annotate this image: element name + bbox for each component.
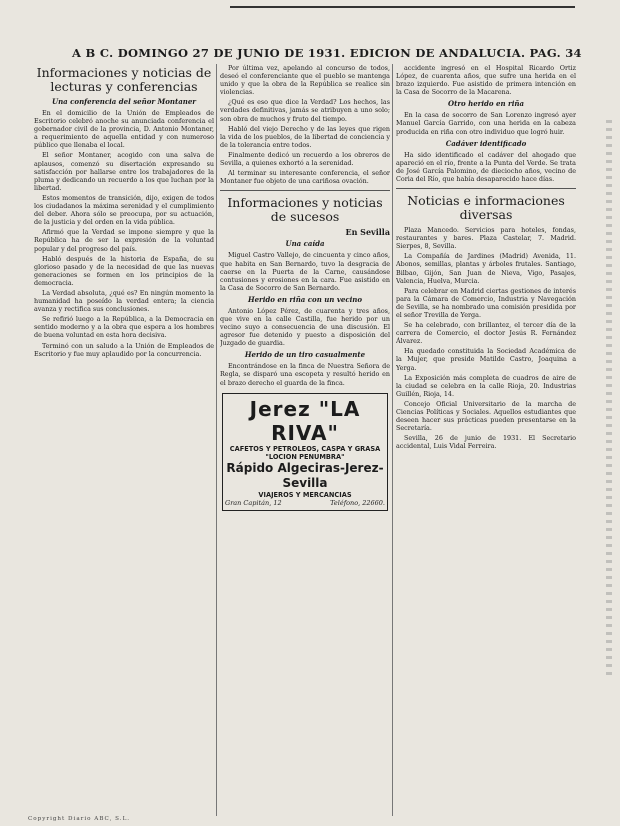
divider xyxy=(396,188,576,189)
item-title: Herido de un tiro casualmente xyxy=(244,350,366,360)
paragraph: Al terminar su interesante conferencia, el señor Montaner fue objeto de una cariñosa ovación. xyxy=(220,169,390,186)
item-title: Herido en riña con un vecino xyxy=(247,294,363,304)
column-3 xyxy=(396,64,576,816)
paragraph: Afirmó que la Verdad se impone siempre y que la República ha de ser la expresión de la voluntad popular y del progreso del país. xyxy=(34,228,214,253)
page-header: A B C. DOMINGO 27 DE JUNIO DE 1931. EDICION DE ANDALUCIA. PAG. 34 xyxy=(72,46,582,60)
paragraph: Terminó con un saludo a la Unión de Empleados de Escritorio y fue muy aplaudido por la concurrencia. xyxy=(34,341,214,358)
paragraph: El señor Montaner, acogido con una salva de aplausos, comenzó su disertación expresando su satisfacción por hallarse entre los trabajadores de la pluma y dedicando un recuerdo a los que luchan por la libertad. xyxy=(34,151,214,192)
paragraph: Plaza Mancedo. Servicios para hoteles, fondas, restaurantes y bares. Plaza Castelar, 7. Madrid. Sierpes, 8, Sevilla. xyxy=(396,226,576,251)
paragraph: Para celebrar en Madrid ciertas gestiones de interés para la Cámara de Comercio, Industria y Navegación de Sevilla, se ha nombrado una comisión presidida por el señor Trevilla de Yerga. xyxy=(396,286,576,319)
item-title: Una caída xyxy=(285,239,325,249)
paragraph: Estos momentos de transición, dijo, exigen de todos los ciudadanos la máxima serenidad y el cumplimiento del deber. Ahora sólo se preocupa, por su actuación, de la justicia y del orden en la vida pública. xyxy=(34,193,214,227)
top-rule xyxy=(230,6,575,8)
paragraph: Concejo Oficial Universitario de la marcha de Ciencias Políticas y Sociales. Aquellos estudiantes que deseen hacer sus prácticas pueden presentarse en la Secretaría. xyxy=(396,399,576,433)
divider xyxy=(220,190,390,191)
item-text: Miguel Castro Vallejo, de cincuenta y cinco años, que habita en San Bernardo, tuvo la desgracia de caerse en la Puerta de la Carne, causándose contusiones y erosiones en la cara. Fue asistido en la Casa de Socorro de San Bernardo. xyxy=(220,251,390,292)
column-1 xyxy=(34,64,214,816)
paragraph: La Exposición más completa de cuadros de aire de la ciudad se celebra en la calle Rioja, 20. Industrias Guillén, Rioja, 14. xyxy=(396,373,576,398)
paragraph: Habló después de la historia de España, de su glorioso pasado y de la necesidad de que las nuevas generaciones se formen en los principios de la democracia. xyxy=(34,254,214,287)
article-subtitle: Una conferencia del señor Montaner xyxy=(51,97,196,106)
item-text: Antonio López Pérez, de cuarenta y tres años, que vive en la calle Castilla, fue herido por un vecino suyo a consecuencia de una discusión. El agresor fue detenido y puesto a disposición del Juzgado de guardia. xyxy=(220,306,390,348)
column-2 xyxy=(220,64,390,816)
paragraph: Por última vez, apelando al concurso de todos, deseó el conferenciante que el pueblo se mantenga unido y que la obra de la República se realice sin violencias. xyxy=(220,64,390,97)
ad-brand: Jerez "LA RIVA" xyxy=(249,396,361,445)
ad-phone: Teléfono, 22660. xyxy=(330,498,385,507)
item-text: Encontrándose en la finca de Nuestra Señora de Regla, se disparó una escopeta y resultó herido en el brazo derecho el guarda de la finca. xyxy=(220,362,390,387)
page-edge-texture xyxy=(606,120,612,680)
ad-line: CAFETOS Y PETROLEOS, CASPA Y GRASA xyxy=(229,444,381,453)
paragraph: Sevilla, 26 de junio de 1931. El Secretario accidental, Luis Vidal Ferreira. xyxy=(396,434,576,451)
section-title-lecturas: Informaciones y noticias de lecturas y conferencias xyxy=(36,65,212,94)
ad-footer xyxy=(225,499,385,507)
section-subtitle: En Sevilla xyxy=(345,227,390,238)
item-title: Cadáver identificado xyxy=(445,138,527,148)
paragraph: Habló del viejo Derecho y de las leyes que rigen la vida de los pueblos, de la libertad de conciencia y de la tolerancia entre todos. xyxy=(220,124,390,149)
paragraph: Ha quedado constituida la Sociedad Académica de la Mujer, que preside Matilde Castro, Joaquina a Yerga. xyxy=(396,347,576,372)
ad-services: VIAJEROS Y MERCANCIAS xyxy=(258,490,352,499)
advertisement-la-riva xyxy=(222,393,388,511)
ad-address: Gran Capitán, 12 xyxy=(225,498,282,507)
paragraph: Finalmente dedicó un recuerdo a los obreros de Sevilla, a quienes exhortó a la serenidad. xyxy=(220,150,390,168)
paragraph: La Compañía de Jardines (Madrid) Avenida, 11. Abonos, semillas, plantas y árboles frutales. Santiago, Bilbao, Gijón, San Juan de Nieva, Vigo, Pasajes, Valencia, Huelva, Murcia. xyxy=(396,252,576,285)
paragraph: Se refirió luego a la República, a la Democracia en sentido moderno y a la obra que espera a los hombres de buena voluntad en esta hora decisiva. xyxy=(34,315,214,340)
paragraph: Se ha celebrado, con brillantez, el tercer día de la carrera de Comercio, el doctor Jesús R. Fernández Álvarez. xyxy=(396,321,576,346)
section-title-diversas: Noticias e informaciones diversas xyxy=(407,193,565,223)
item-text: Ha sido identificado el cadáver del ahogado que apareció en el río, frente a la Punta del Verde. Se trata de José García Palomino, de dieciocho años, vecino de Coria del Río, que había desaparecido hace días. xyxy=(396,150,576,183)
column-rule xyxy=(216,64,217,816)
ad-line: "LOCION PENUMBRA" xyxy=(265,452,345,461)
paragraph: En el domicilio de la Unión de Empleados de Escritorio celebró anoche su anunciada conferencia el gobernador civil de la provincia, D. Antonio Montaner, a requerimiento de aquella entidad y con numeroso público que llenaba el local. xyxy=(34,109,214,150)
ad-route: Rápido Algeciras-Jerez-Sevilla xyxy=(226,460,384,490)
section-title-sucesos: Informaciones y noticias de sucesos xyxy=(227,195,383,225)
item-text: En la casa de socorro de San Lorenzo ingresó ayer Manuel García Garrido, con una herida en la cabeza producida en riña con otro individuo que logró huir. xyxy=(396,111,576,136)
paragraph: La Verdad absoluta, ¿qué es? En ningún momento la humanidad ha poseído la verdad entera; la ciencia avanza y rectifica sus conclusiones. xyxy=(34,288,214,314)
item-title: Otro herido en riña xyxy=(448,99,524,109)
footer-strip: Copyright Diario ABC, S.L. xyxy=(28,816,131,822)
paragraph: ¿Qué es eso que dice la Verdad? Los hechos, las verdades definitivas, jamás se atribuyen a uno solo; son obra de muchos y fruto del tiempo. xyxy=(220,98,390,123)
column-rule xyxy=(392,64,393,816)
paragraph: accidente ingresó en el Hospital Ricardo Ortiz López, de cuarenta años, que sufre una herida en el brazo izquierdo. Fue asistido de primera intención en la Casa de Socorro de la Macarena. xyxy=(396,64,576,97)
